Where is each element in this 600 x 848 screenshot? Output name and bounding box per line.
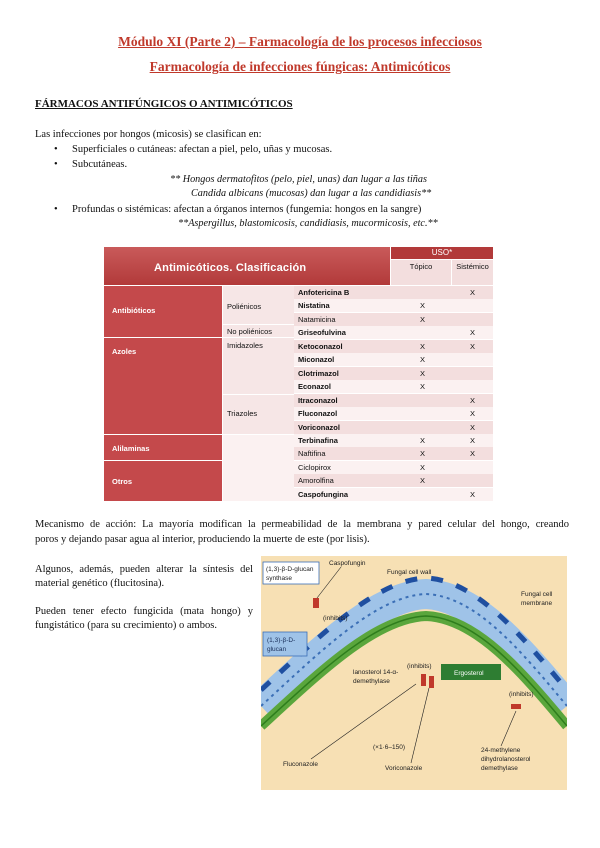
note-aspergillus: **Aspergillus, blastomicosis, candidiasis, mucormicosis, etc.** bbox=[178, 218, 438, 229]
table-row bbox=[294, 488, 493, 501]
group-label: Poliénicos bbox=[227, 302, 262, 311]
drug-name: Anfotericina B bbox=[298, 288, 350, 297]
drug-name: Itraconazol bbox=[298, 395, 338, 405]
category-azoles bbox=[104, 338, 222, 434]
drug-name: Natamicina bbox=[298, 314, 336, 324]
sistemico-mark: X bbox=[470, 449, 476, 459]
effect-line2: fungistático (para su crecimiento) o ambos. bbox=[35, 620, 217, 631]
table-row bbox=[294, 421, 493, 434]
azole-marker-1 bbox=[421, 674, 426, 686]
category-label: Alilaminas bbox=[112, 444, 150, 453]
topico-mark: X bbox=[420, 462, 426, 472]
drug-name: Econazol bbox=[298, 382, 331, 392]
sistemico-mark: X bbox=[470, 489, 476, 499]
methylene-label-2: dihydrolanosterol bbox=[481, 756, 531, 763]
drug-name: Ciclopirox bbox=[298, 462, 331, 472]
category-otros bbox=[104, 461, 222, 501]
drug-name: Naftifina bbox=[298, 449, 326, 459]
sistemico-mark: X bbox=[470, 341, 476, 351]
category-label: Otros bbox=[112, 477, 133, 486]
topico-mark: X bbox=[420, 314, 426, 324]
cell-wall-label: Fungal cell wall bbox=[387, 569, 432, 576]
category-label: Antibióticos bbox=[112, 306, 156, 315]
lanosterol-label-2: demethylase bbox=[353, 678, 390, 685]
table-row bbox=[294, 474, 493, 487]
bullet-subcutaneas: • Subcutáneas. bbox=[72, 158, 127, 172]
drug-name: Terbinafina bbox=[298, 435, 338, 445]
glucan-synthase-label-2: synthase bbox=[266, 575, 293, 582]
topico-mark: X bbox=[420, 368, 426, 378]
note-dermatofitos: ** Hongos dermatofitos (pelo, piel, unas) dan lugar a las tiñas bbox=[170, 174, 427, 185]
table-row bbox=[294, 461, 493, 474]
drug-name: Miconazol bbox=[298, 355, 335, 365]
methylene-label-1: 24-methylene bbox=[481, 747, 521, 754]
glucan-label-2: glucan bbox=[267, 646, 287, 653]
table-row bbox=[294, 286, 493, 299]
sistemico-mark: X bbox=[470, 395, 476, 405]
membrane-label-2: membrane bbox=[521, 600, 553, 607]
sistemico-mark: X bbox=[470, 328, 476, 338]
genetic-line1: Algunos, además, pueden alterar la síntesis del bbox=[35, 564, 253, 575]
uso-header: USO* bbox=[391, 247, 493, 259]
table-row bbox=[294, 340, 493, 353]
table-row bbox=[294, 380, 493, 393]
mechanism-line1: Mecanismo de acción: La mayoría modifican la permeabilidad de la membrana y pared celular del hongo, creando bbox=[35, 519, 569, 530]
table-row bbox=[294, 434, 493, 447]
table-row bbox=[294, 326, 493, 339]
table-row bbox=[294, 313, 493, 326]
table-title: Antimicóticos. Clasificación bbox=[154, 262, 307, 274]
drug-name: Clotrimazol bbox=[298, 368, 339, 378]
table-row bbox=[294, 353, 493, 366]
sistemico-mark: X bbox=[470, 435, 476, 445]
topico-mark: X bbox=[420, 476, 426, 486]
genetic-line2: material genético (flucitosina). bbox=[35, 578, 165, 589]
topico-mark: X bbox=[420, 341, 426, 351]
intro-text: Las infecciones por hongos (micosis) se clasifican en: bbox=[35, 129, 262, 140]
voriconazole-label: Voriconazole bbox=[385, 765, 423, 772]
group-label: Triazoles bbox=[227, 409, 258, 418]
group-triazoles bbox=[223, 395, 294, 434]
topico-mark: X bbox=[420, 382, 426, 392]
col-sistemico: Sistémico bbox=[452, 260, 493, 285]
group-empty bbox=[223, 435, 294, 501]
table-row bbox=[294, 447, 493, 460]
caspofungin-marker bbox=[313, 598, 319, 608]
glucan-synthase-label-1: (1,3)-β-D-glucan bbox=[266, 566, 314, 573]
drug-name: Amorolfina bbox=[298, 476, 334, 486]
col-topico: Tópico bbox=[391, 260, 451, 285]
sistemico-mark: X bbox=[470, 288, 476, 297]
section-heading: FÁRMACOS ANTIFÚNGICOS O ANTIMICÓTICOS bbox=[35, 98, 293, 110]
inhibits-label-2: (inhibits) bbox=[407, 663, 432, 670]
drug-name: Fluconazol bbox=[298, 409, 338, 419]
caspofungin-label: Caspofungin bbox=[329, 560, 366, 567]
fluconazole-label: Fluconazole bbox=[283, 761, 319, 768]
inhibits-label-3: (inhibits) bbox=[509, 691, 534, 698]
membrane-label-1: Fungal cell bbox=[521, 591, 553, 598]
methylene-label-3: demethylase bbox=[481, 765, 518, 772]
drug-name: Caspofungina bbox=[298, 489, 348, 499]
drug-name: Nistatina bbox=[298, 301, 330, 311]
table-row bbox=[294, 407, 493, 420]
bullet-superficiales: • Superficiales o cutáneas: afectan a piel, pelo, uñas y mucosas. bbox=[72, 143, 332, 157]
topico-mark: X bbox=[420, 355, 426, 365]
table-row bbox=[294, 367, 493, 380]
note-candida: Candida albicans (mucosas) dan lugar a las candidiasis** bbox=[191, 188, 432, 199]
drug-name: Griseofulvina bbox=[298, 328, 346, 338]
group-polienicos bbox=[223, 286, 294, 324]
category-alilaminas bbox=[104, 435, 222, 460]
group-no-polienicos bbox=[223, 325, 294, 337]
group-imidazoles bbox=[223, 338, 294, 394]
sistemico-mark: X bbox=[470, 422, 476, 432]
category-label: Azoles bbox=[112, 347, 137, 356]
topico-mark: X bbox=[420, 449, 426, 459]
drug-name: Voriconazol bbox=[298, 422, 340, 432]
topico-mark: X bbox=[420, 301, 426, 311]
inhibits-label-1: (inhibits) bbox=[323, 615, 348, 622]
times-label: (×1·6–150) bbox=[373, 744, 405, 751]
inhibitor-marker bbox=[511, 704, 521, 709]
mechanism-diagram bbox=[261, 556, 567, 790]
effect-line1: Pueden tener efecto fungicida (mata hongo) y bbox=[35, 606, 253, 617]
topico-mark: X bbox=[420, 435, 426, 445]
classification-table bbox=[104, 247, 493, 501]
page-title: Módulo XI (Parte 2) – Farmacología de los procesos infecciosos bbox=[118, 34, 482, 49]
table-row bbox=[294, 299, 493, 312]
glucan-label-1: (1,3)-β-D- bbox=[267, 637, 296, 644]
group-label: Imidazoles bbox=[227, 341, 263, 350]
group-label: No poliénicos bbox=[227, 327, 273, 336]
azole-marker-2 bbox=[429, 676, 434, 688]
category-antibioticos bbox=[104, 286, 222, 337]
mechanism-line2: poros y dejando pasar agua al interior, produciendo la muerte de este (por lisis). bbox=[35, 534, 370, 545]
table-header bbox=[104, 247, 390, 285]
sistemico-mark: X bbox=[470, 409, 476, 419]
lanosterol-label-1: lanosterol 14-α- bbox=[353, 669, 399, 676]
drug-name: Ketoconazol bbox=[298, 341, 343, 351]
page-subtitle: Farmacología de infecciones fúngicas: Antimicóticos bbox=[149, 59, 451, 74]
ergosterol-label: Ergosterol bbox=[454, 670, 484, 677]
table-row bbox=[294, 394, 493, 407]
bullet-profundas: • Profundas o sistémicas: afectan a órganos internos (fungemia: hongos en la sangre) bbox=[72, 203, 421, 217]
